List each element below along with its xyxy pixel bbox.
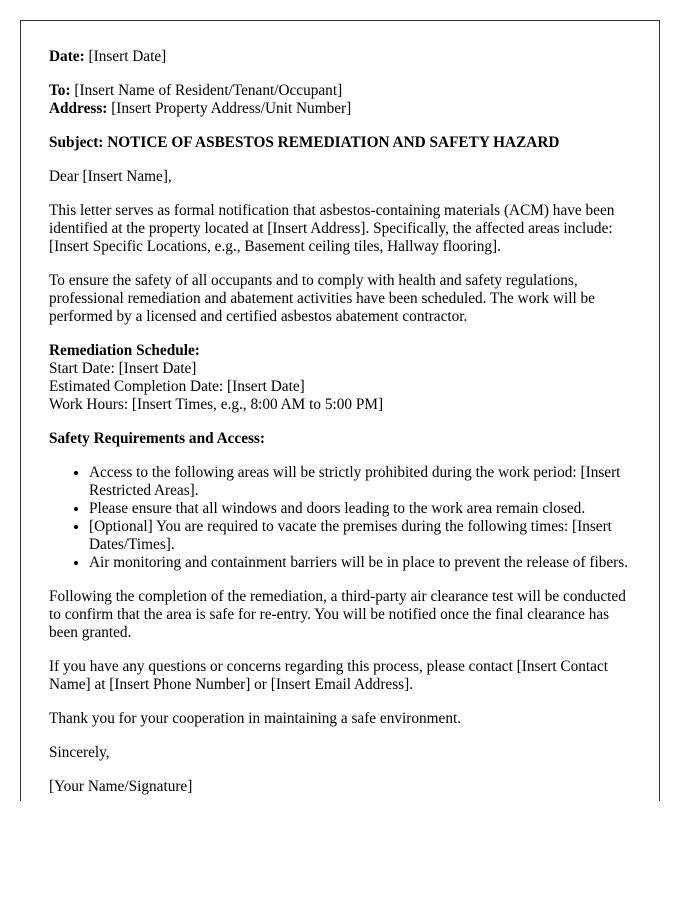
address-value: [Insert Property Address/Unit Number] xyxy=(111,100,352,117)
schedule-completion-date: Estimated Completion Date: [Insert Date] xyxy=(49,378,305,395)
recipient-block xyxy=(49,82,629,118)
subject-line xyxy=(49,134,629,152)
subject-label: Subject: xyxy=(49,134,104,151)
date-label: Date: xyxy=(49,48,85,65)
signoff: Sincerely, xyxy=(49,744,110,761)
schedule-block xyxy=(49,342,629,414)
safety-item: • Air monitoring and containment barriers will be in place to prevent the release of fibers. xyxy=(89,554,629,572)
body-paragraph-2: To ensure the safety of all occupants and to comply with health and safety regulations, professional remediation and abatement activities have been scheduled. The work will be performed by a licensed and certified asbestos abatement contractor. xyxy=(49,272,595,325)
safety-item: • Please ensure that all windows and doors leading to the work area remain closed. xyxy=(89,500,629,518)
safety-heading: Safety Requirements and Access: xyxy=(49,430,265,447)
safety-item: • Access to the following areas will be strictly prohibited during the work period: [Insert Restricted Areas]. xyxy=(89,464,629,500)
signature: [Your Name/Signature] xyxy=(49,778,193,795)
to-line xyxy=(49,82,629,100)
letter-content xyxy=(49,48,629,801)
contact-paragraph: If you have any questions or concerns regarding this process, please contact [Insert Contact Name] at [Insert Phone Number] or [Insert Email Address]. xyxy=(49,658,609,693)
safety-item: • [Optional] You are required to vacate the premises during the following times: [Insert Dates/Times]. xyxy=(89,518,629,554)
subject-value: NOTICE OF ASBESTOS REMEDIATION AND SAFETY HAZARD xyxy=(107,134,560,151)
schedule-start-date: Start Date: [Insert Date] xyxy=(49,360,197,377)
thank-you-paragraph: Thank you for your cooperation in maintaining a safe environment. xyxy=(49,710,462,727)
letter-page xyxy=(20,20,660,801)
safety-list xyxy=(49,464,629,572)
clearance-paragraph: Following the completion of the remediation, a third-party air clearance test will be conducted to confirm that the area is safe for re-entry. You will be notified once the final clearance has been granted. xyxy=(49,588,626,641)
date-value: [Insert Date] xyxy=(88,48,167,65)
to-value: [Insert Name of Resident/Tenant/Occupant] xyxy=(74,82,343,99)
body-paragraph-1: This letter serves as formal notification that asbestos-containing materials (ACM) have been identified at the property located at [Insert Address]. Specifically, the affected areas include: [Insert Specific Locations, e.g., Basement ceiling tiles, Hallway flooring]. xyxy=(49,202,615,255)
address-line xyxy=(49,100,629,118)
schedule-heading: Remediation Schedule: xyxy=(49,342,200,359)
date-line xyxy=(49,48,629,66)
salutation: Dear [Insert Name], xyxy=(49,168,172,185)
address-label: Address: xyxy=(49,100,108,117)
schedule-work-hours: Work Hours: [Insert Times, e.g., 8:00 AM to 5:00 PM] xyxy=(49,396,384,413)
to-label: To: xyxy=(49,82,71,99)
